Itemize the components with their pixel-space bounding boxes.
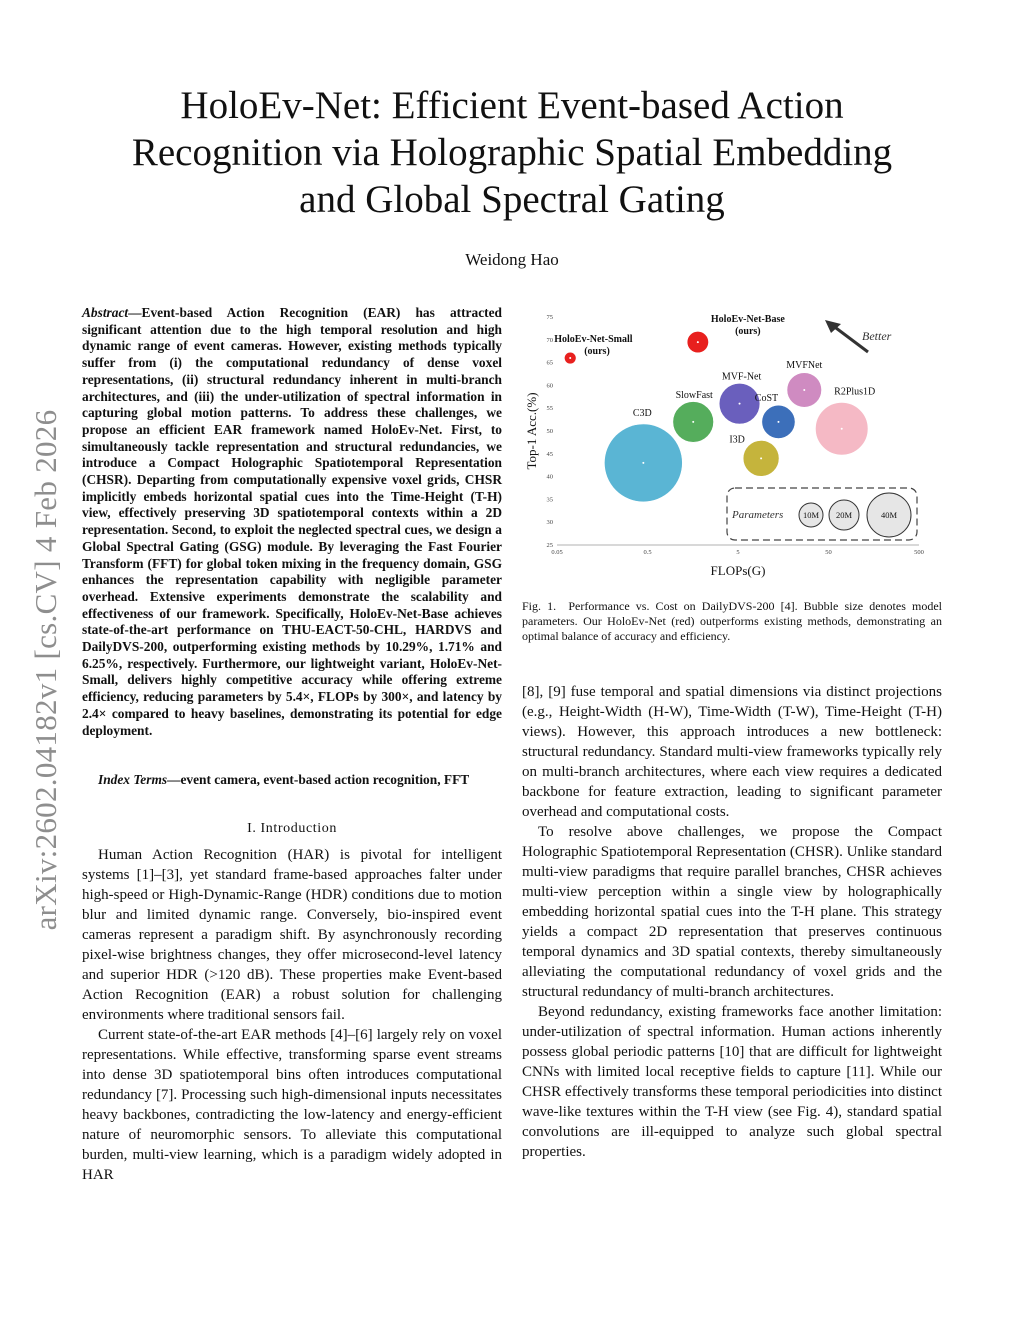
x-tick-label: 0.05: [551, 549, 563, 556]
y-tick-label: 75: [546, 314, 553, 321]
bubble-center-marker: [692, 421, 694, 423]
bubble-label-note: (ours): [584, 346, 610, 358]
y-tick-label: 60: [546, 382, 553, 390]
bubble-label: HoloEv-Net-Small: [554, 334, 633, 346]
paragraph: [8], [9] fuse temporal and spatial dimensions via distinct projections (e.g., Height-Width (H-W), Time-Width (T-W), Time-Height (T-H) views). However, this approach introduces a new bottleneck: structural redundancy. Standard multi-view frameworks typically rely on multi-branch architectures, where each view requires a dedicated backbone for feature extraction, leading to significant parameter overhead and computational costs.: [522, 684, 942, 820]
y-tick-label: 25: [546, 542, 553, 549]
x-tick-label: 5: [736, 549, 740, 556]
index-terms: [82, 772, 502, 789]
paper-title: HoloEv-Net: Efficient Event-based Action Recognition via Holographic Spatial Embedding and Global Spectral Gating: [131, 84, 893, 221]
y-tick-label: 65: [546, 359, 553, 367]
bubble-center-marker: [569, 357, 571, 359]
paragraph: Beyond redundancy, existing frameworks face another limitation: under-utilization of spectral information. Human actions inherently possess global periodic patterns [10] that are difficult for lightweight CNNs with limited local receptive fields to capture [11]. While our CHSR effectively transforms these temporal periodicities into distinct wave-like textures within the T-H view (see Fig. 4), standard spatial convolutions are ill-equipped to analyze such global spectral properties.: [522, 1004, 942, 1160]
y-tick-label: 70: [546, 336, 553, 344]
figure-caption: [522, 599, 942, 644]
bubble-center-marker: [642, 462, 644, 464]
better-annotation: Better: [862, 329, 892, 343]
caption-label: Fig. 1.: [522, 599, 557, 613]
bubble-label-note: (ours): [735, 326, 761, 338]
bubble-center-marker: [777, 421, 779, 423]
arxiv-side-label: arXiv:2602.04182v1 [cs.CV] 4 Feb 2026: [28, 409, 63, 931]
size-legend-label: 10M: [802, 510, 820, 520]
intro-left-column: [82, 845, 502, 1185]
bubble-label: I3D: [729, 434, 745, 446]
abstract-label: Abstract: [82, 305, 129, 320]
bubble-center-marker: [760, 457, 762, 459]
paragraph: To resolve above challenges, we propose the Compact Holographic Spatiotemporal Representation (CHSR). Unlike standard multi-view paradigms that require parallel branches, CHSR achieves multi-view perception within a single view by holographically embedding horizontal spatial cues into the T-H plane. This strategy yields a compact 2D representation that preserves continuous temporal dynamics and 3D spatial contexts, thereby simultaneously alleviating the computational redundancy of voxel grids and the structural redundancy of multi-branch architectures.: [522, 824, 942, 1000]
y-tick-label: 35: [546, 496, 553, 504]
bubble-center-marker: [739, 403, 741, 405]
bubble-label: MVF-Net: [721, 371, 762, 383]
bubble-label: C3D: [632, 407, 652, 419]
bubble-label: HoloEv-Net-Base: [710, 314, 785, 326]
abstract: [82, 305, 502, 739]
y-tick-label: 45: [546, 450, 553, 458]
bubble-label: MVFNet: [786, 359, 823, 371]
x-tick-label: 0.5: [643, 549, 652, 556]
index-terms-text: —event camera, event-based action recognition, FFT: [167, 772, 470, 787]
intro-right-column: [522, 682, 942, 1162]
x-axis-label: FLOPs(G): [710, 563, 766, 578]
x-tick-label: 500: [914, 549, 924, 556]
index-terms-label: Index Terms: [98, 772, 168, 787]
bubble-center-marker: [697, 341, 699, 343]
paragraph: Human Action Recognition (HAR) is pivotal for intelligent systems [1]–[3], yet standard frame-based approaches falter under high-speed or High-Dynamic-Range (HDR) conditions due to motion blur and limited dynamic range. Conversely, bio-inspired event cameras represent a paradigm shift. By asynchronously recording pixel-wise brightness changes, they offer microsecond-level latency and superior HDR (>120 dB). These properties make Event-based Action Recognition (EAR) a robust solution for challenging environments where traditional sensors fail.: [82, 847, 502, 1023]
author: Weidong Hao: [465, 250, 559, 269]
abstract-text: —Event-based Action Recognition (EAR) has attracted significant attention due to the high temporal resolution and high dynamic range of event cameras. However, existing methods typically suffer from (i) the computational redundancy of dense voxel representations, (ii) structural redundancy inherent in multi-branch architectures, and (iii) the under-utilization of spectral information in capturing global motion patterns. To address these challenges, we propose an efficient EAR framework named HoloEv-Net. First, to simultaneously tackle representation and structural redundancies, we introduce a Compact Holographic Spatiotemporal Representation (CHSR). Departing from computationally expensive voxel grids, CHSR implicitly embeds horizontal spatial cues into the Time-Height (T-H) view, effectively preserving 3D spatiotemporal contexts within a 2D representation. Second, to exploit the neglected spectral cues, we design a Global Spectral Gating (GSG) module. By leveraging the Fast Fourier Transform (FFT) for global token mixing in the frequency domain, GSG enhances the representation capability with negligible parameter overhead. Extensive experiments demonstrate the scalability and effectiveness of our framework. Specifically, HoloEv-Net-Base achieves state-of-the-art performance on THU-EACT-50-CHL, HARDVS and DailyDVS-200, outperforming existing methods by 10.29%, 1.71% and 6.25%, respectively. Furthermore, our lightweight variant, HoloEv-Net-Small, delivers highly competitive accuracy while offering extreme efficiency, reducing parameters by 5.4×, FLOPs by 300×, and latency by 2.4× compared to heavy baselines, demonstrating its potential for edge deployment.: [82, 305, 502, 738]
bubble-label: R2Plus1D: [834, 386, 876, 398]
size-legend-label: 20M: [835, 510, 853, 520]
y-tick-label: 50: [546, 428, 553, 435]
bubble-label: SlowFast: [675, 389, 713, 401]
bubble-center-marker: [841, 428, 843, 430]
size-legend-title: Parameters: [732, 509, 784, 521]
figure-1-chart: [522, 305, 942, 587]
bubble-center-marker: [803, 389, 805, 391]
bubble-chart: [522, 305, 942, 587]
paragraph: Current state-of-the-art EAR methods [4]–[6] largely rely on voxel representations. While effective, transforming sparse event streams into dense 3D spatiotemporal bins often introduces computational redundancy [7]. Processing such high-dimensional inputs necessitates heavy backbones, contradicting the low-latency and energy-efficient nature of neuromorphic sensors. To alleviate this computational burden, multi-view learning, which is a paradigm widely adopted in HAR: [82, 1027, 502, 1183]
section-heading-introduction: I. Introduction: [247, 821, 337, 836]
bubble-label: CoST: [754, 392, 779, 404]
caption-text: Performance vs. Cost on DailyDVS-200 [4]. Bubble size denotes model parameters. Our HoloEv-Net (red) outperforms existing methods, demonstrating an optimal balance of accuracy and efficiency.: [522, 599, 942, 643]
size-legend-label: 40M: [880, 510, 898, 520]
y-tick-label: 30: [546, 519, 553, 527]
y-axis-label: Top-1 Acc.(%): [524, 392, 539, 470]
y-tick-label: 55: [546, 405, 553, 413]
x-tick-label: 50: [825, 549, 832, 556]
y-tick-label: 40: [546, 473, 553, 481]
